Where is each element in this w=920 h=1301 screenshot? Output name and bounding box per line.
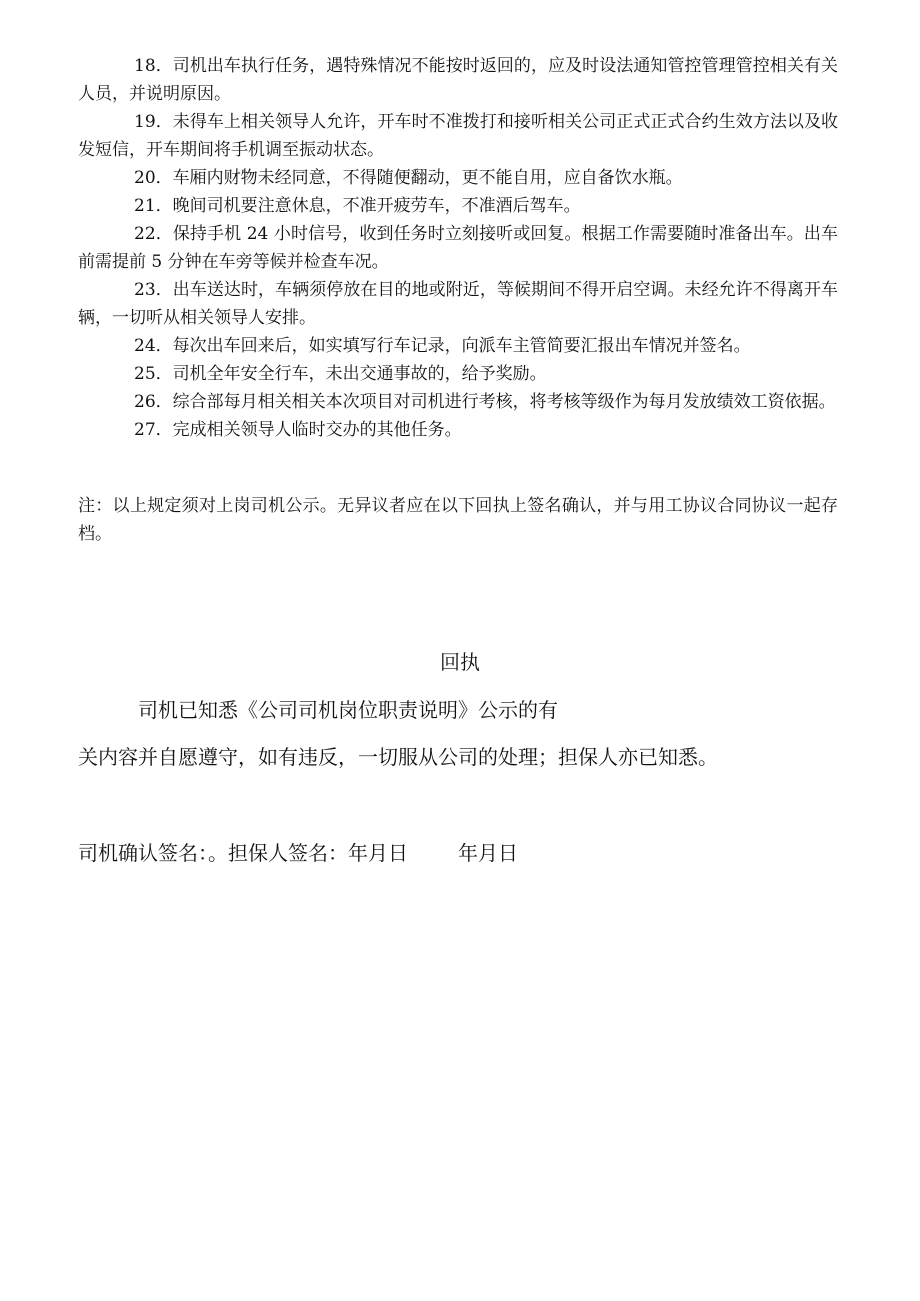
- rule-number: 27: [134, 420, 156, 440]
- rule-item-27: [78, 416, 838, 444]
- rule-item-21: [78, 192, 838, 220]
- signature-date: 年月日: [458, 841, 518, 865]
- signature-line: [78, 838, 518, 868]
- receipt-statement-line2: 关内容并自愿遵守，如有违反，一切服从公司的处理；担保人亦已知悉。: [78, 745, 718, 769]
- rule-text: ．未得车上相关领导人允许，开车时不准拨打和接听相关公司正式正式合约生效方法以及收发短信，开车期间将手机调至振动状态。: [78, 112, 838, 160]
- rule-number: 18: [134, 56, 156, 76]
- rule-item-22: [78, 220, 838, 276]
- rule-number: 21: [134, 196, 156, 216]
- rule-text: ．完成相关领导人临时交办的其他任务。: [155, 420, 462, 440]
- rule-number: 25: [134, 364, 156, 384]
- rule-number: 22: [134, 224, 156, 244]
- rule-text: ．晚间司机要注意休息，不准开疲劳车，不准酒后驾车。: [155, 196, 581, 216]
- rule-text: ．保持手机 24 小时信号，收到任务时立刻接听或回复。根据工作需要随时准备出车。出车前需提前 5 分钟在车旁等候并检查车况。: [78, 224, 838, 272]
- rule-item-19: [78, 108, 838, 164]
- rule-number: 26: [134, 392, 156, 412]
- rule-item-20: [78, 164, 838, 192]
- rules-list: [78, 52, 838, 444]
- rule-text: ．综合部每月相关相关本次项目对司机进行考核，将考核等级作为每月发放绩效工资依据。: [155, 392, 836, 412]
- rule-number: 19: [134, 112, 156, 132]
- rule-text: ．车厢内财物未经同意，不得随便翻动，更不能自用，应自备饮水瓶。: [155, 168, 683, 188]
- rule-item-23: [78, 276, 838, 332]
- disclosure-note: 注：以上规定须对上岗司机公示。无异议者应在以下回执上签名确认，并与用工协议合同协议一起存档。: [78, 496, 838, 544]
- rule-number: 24: [134, 336, 156, 356]
- rule-number: 20: [134, 168, 156, 188]
- rule-text: ．司机全年安全行车，未出交通事故的，给予奖励。: [155, 364, 547, 384]
- rule-item-18: [78, 52, 838, 108]
- receipt-title: 回执: [440, 650, 480, 674]
- rule-text: ．司机出车执行任务，遇特殊情况不能按时返回的，应及时设法通知管控管理管控相关有关人员，并说明原因。: [78, 56, 838, 104]
- rule-text: ．出车送达时，车辆须停放在目的地或附近，等候期间不得开启空调。未经允许不得离开车辆，一切听从相关领导人安排。: [78, 280, 838, 328]
- rule-item-24: [78, 332, 838, 360]
- rule-item-26: [78, 388, 838, 416]
- rule-number: 23: [134, 280, 156, 300]
- rule-item-25: [78, 360, 838, 388]
- rule-text: ．每次出车回来后，如实填写行车记录，向派车主管简要汇报出车情况并签名。: [155, 336, 751, 356]
- receipt-statement-line1: 司机已知悉《公司司机岗位职责说明》公示的有: [138, 698, 558, 722]
- signature-labels: 司机确认签名：。担保人签名：年月日: [78, 841, 408, 865]
